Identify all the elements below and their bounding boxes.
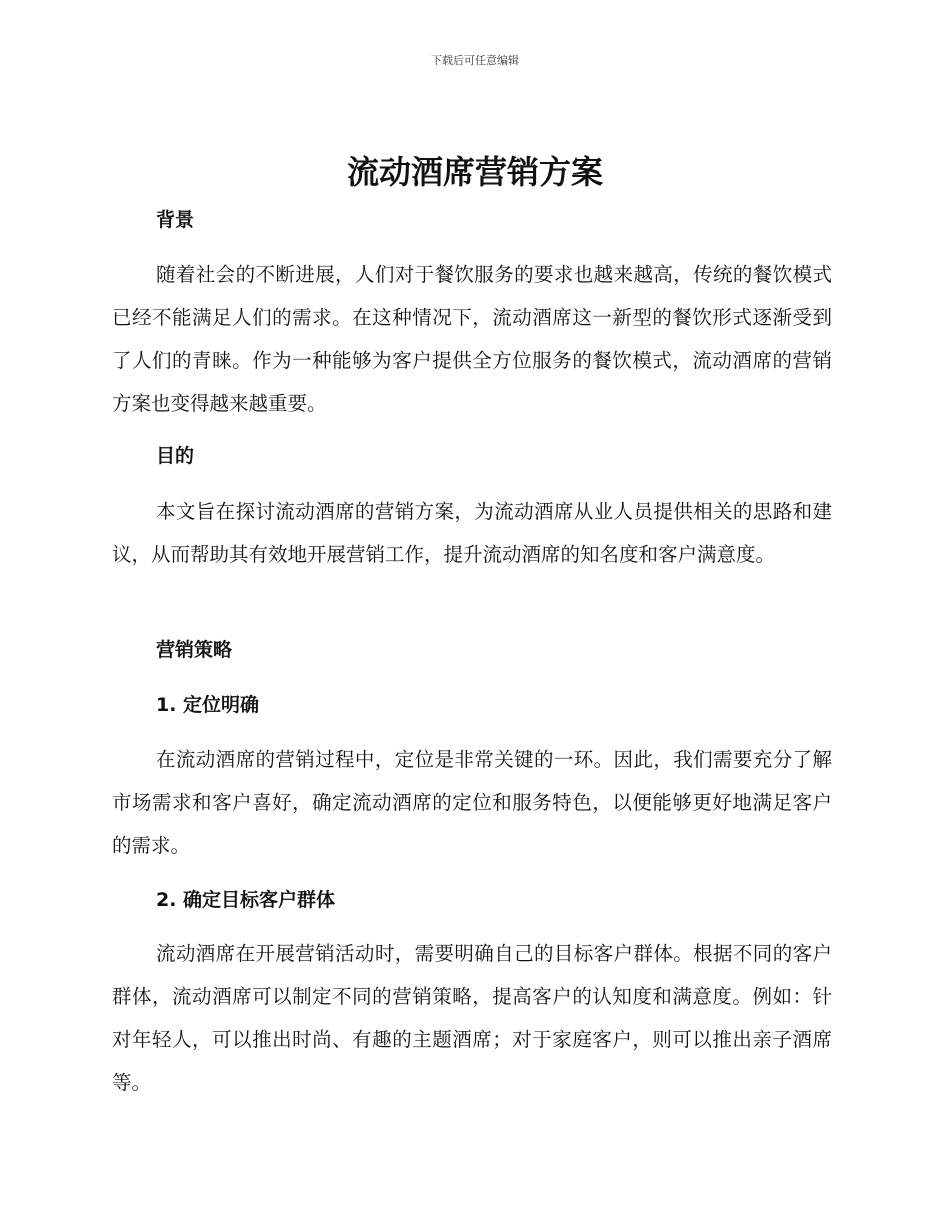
document-title: 流动酒席营销方案 (346, 153, 603, 191)
section-heading-strategy: 营销策略 (156, 639, 233, 661)
section-heading-purpose: 目的 (156, 445, 195, 467)
section-heading-positioning: 1. 定位明确 (156, 694, 260, 716)
section-heading-background: 背景 (156, 209, 195, 231)
section-paragraph-purpose: 本文旨在探讨流动酒席的营销方案，为流动酒席从业人员提供相关的思路和建议，从而帮助其有效地开展营销工作，提升流动酒席的知名度和客户满意度。 (112, 500, 832, 566)
section-paragraph-background: 随着社会的不断进展，人们对于餐饮服务的要求也越来越高，传统的餐饮模式已经不能满足人们的需求。在这种情况下，流动酒席这一新型的餐饮形式逐渐受到了人们的青睐。作为一种能够为客户提供全方位服务的餐饮模式，流动酒席的营销方案也变得越来越重要。 (112, 263, 832, 415)
section-paragraph-target-customers: 流动酒席在开展营销活动时，需要明确自己的目标客户群体。根据不同的客户群体，流动酒席可以制定不同的营销策略，提高客户的认知度和满意度。例如：针对年轻人，可以推出时尚、有趣的主题酒席；对于家庭客户，则可以推出亲子酒席等。 (112, 942, 832, 1094)
header-note: 下载后可任意编辑 (431, 54, 519, 67)
section-heading-target-customers: 2. 确定目标客户群体 (156, 889, 336, 911)
section-paragraph-positioning: 在流动酒席的营销过程中，定位是非常关键的一环。因此，我们需要充分了解市场需求和客户喜好，确定流动酒席的定位和服务特色，以便能够更好地满足客户的需求。 (112, 748, 832, 857)
